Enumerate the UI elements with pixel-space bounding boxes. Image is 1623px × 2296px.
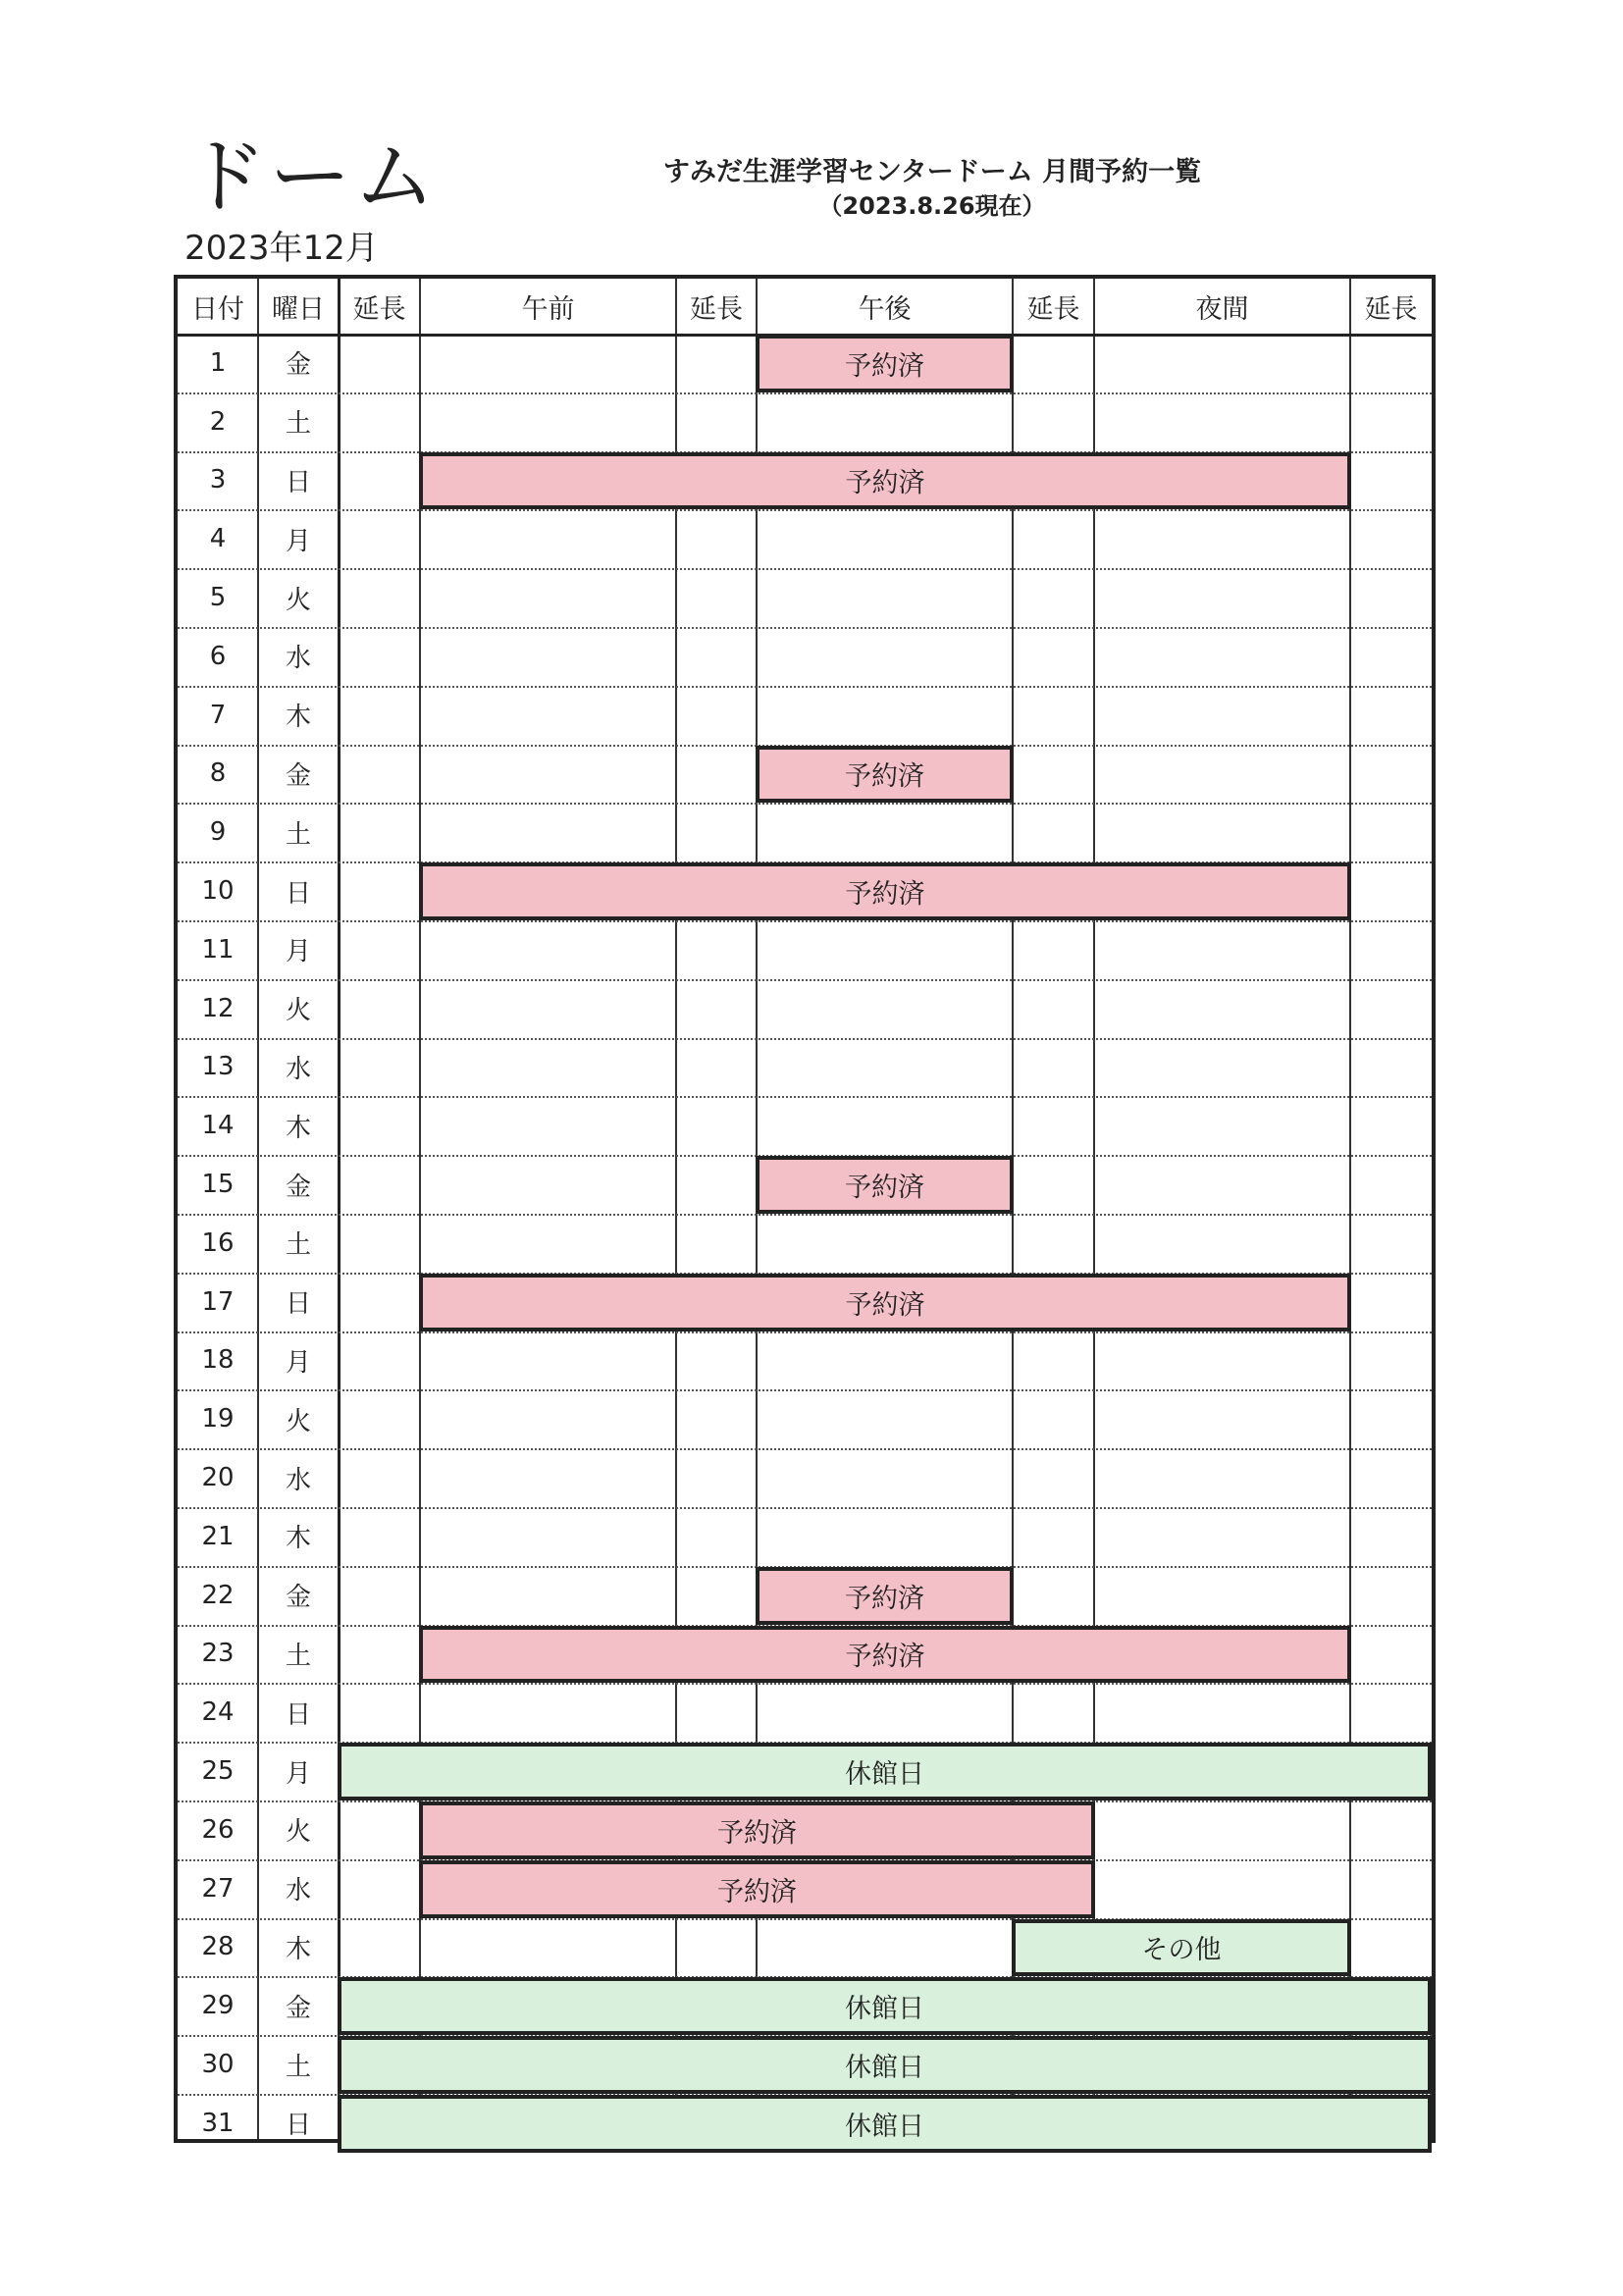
closed-day-block: 休館日: [338, 2036, 1432, 2094]
reserved-booking-block: 予約済: [756, 746, 1014, 804]
column-header: 延長: [690, 293, 743, 325]
day-cell: 26: [201, 1814, 235, 1845]
reservation-schedule-table: [174, 275, 1436, 2143]
column-header: 午前: [521, 293, 575, 325]
column-header: 延長: [1364, 293, 1418, 325]
reserved-booking-block: 予約済: [419, 1801, 1095, 1859]
day-cell: 9: [209, 817, 227, 848]
day-cell: 22: [201, 1580, 235, 1610]
row-divider: [178, 1096, 1432, 1098]
weekday-cell: 土: [285, 2052, 311, 2082]
weekday-cell: 土: [285, 409, 311, 440]
weekday-cell: 土: [285, 1641, 311, 1671]
row-divider: [178, 1214, 1432, 1216]
weekday-cell: 水: [285, 1465, 311, 1495]
day-cell: 31: [201, 2108, 235, 2138]
weekday-cell: 火: [285, 1406, 311, 1436]
day-cell: 7: [209, 700, 227, 730]
row-divider: [178, 979, 1432, 981]
day-cell: 19: [201, 1404, 235, 1435]
weekday-cell: 火: [285, 1817, 311, 1848]
day-cell: 17: [201, 1286, 235, 1317]
column-header: 延長: [352, 293, 406, 325]
weekday-cell: 水: [285, 1054, 311, 1084]
document-title: すみだ生涯学習センタードーム 月間予約一覧: [662, 157, 1202, 187]
weekday-cell: 土: [285, 1230, 311, 1261]
weekday-cell: 金: [285, 1993, 311, 2023]
day-cell: 20: [201, 1463, 235, 1493]
day-cell: 18: [201, 1345, 235, 1376]
weekday-cell: 水: [285, 1876, 311, 1906]
day-cell: 11: [201, 934, 235, 965]
weekday-cell: 金: [285, 350, 311, 381]
row-divider: [178, 627, 1432, 629]
weekday-cell: 木: [285, 1934, 311, 1964]
row-divider: [178, 803, 1432, 805]
reserved-booking-block: 予約済: [419, 1274, 1351, 1331]
weekday-cell: 月: [285, 526, 311, 556]
day-cell: 14: [201, 1111, 235, 1141]
day-cell: 4: [209, 524, 227, 554]
closed-day-block: 休館日: [338, 2095, 1432, 2153]
day-cell: 12: [201, 993, 235, 1023]
weekday-cell: 金: [285, 760, 311, 791]
row-divider: [178, 686, 1432, 688]
day-cell: 8: [209, 758, 227, 789]
day-cell: 6: [209, 641, 227, 671]
row-divider: [178, 1448, 1432, 1450]
document-subtitle: （2023.8.26現在）: [818, 192, 1046, 220]
day-cell: 3: [209, 465, 227, 496]
page-heading: ドーム: [184, 129, 439, 225]
day-cell: 28: [201, 1932, 235, 1962]
row-divider: [178, 1683, 1432, 1685]
day-cell: 5: [209, 583, 227, 613]
reserved-booking-block: 予約済: [419, 1626, 1351, 1684]
weekday-cell: 土: [285, 819, 311, 850]
reserved-booking-block: 予約済: [419, 1860, 1095, 1918]
row-divider: [178, 1331, 1432, 1333]
weekday-cell: 木: [285, 703, 311, 733]
day-cell: 29: [201, 1991, 235, 2021]
day-cell: 2: [209, 406, 227, 437]
closed-day-block: 休館日: [338, 1977, 1432, 2035]
column-header: 午後: [858, 293, 912, 325]
day-cell: 25: [201, 1756, 235, 1787]
row-divider: [178, 1389, 1432, 1391]
day-cell: 1: [209, 347, 227, 378]
other-booking-block: その他: [1012, 1919, 1351, 1977]
reserved-booking-block: 予約済: [419, 452, 1351, 510]
row-divider: [178, 1038, 1432, 1040]
weekday-cell: 日: [285, 1699, 311, 1730]
reserved-booking-block: 予約済: [756, 335, 1014, 392]
reserved-booking-block: 予約済: [419, 862, 1351, 920]
column-header: 夜間: [1195, 293, 1249, 325]
row-divider: [178, 509, 1432, 511]
day-cell: 30: [201, 2050, 235, 2080]
column-header: 曜日: [272, 293, 325, 325]
row-divider: [178, 1507, 1432, 1509]
day-cell: 27: [201, 1873, 235, 1904]
weekday-cell: 火: [285, 585, 311, 615]
day-cell: 23: [201, 1639, 235, 1669]
reserved-booking-block: 予約済: [756, 1567, 1014, 1625]
column-header: 延長: [1026, 293, 1080, 325]
weekday-cell: 金: [285, 1172, 311, 1202]
day-cell: 10: [201, 876, 235, 907]
day-cell: 13: [201, 1052, 235, 1082]
weekday-cell: 木: [285, 1113, 311, 1143]
weekday-cell: 月: [285, 937, 311, 967]
reserved-booking-block: 予約済: [756, 1156, 1014, 1214]
weekday-cell: 水: [285, 644, 311, 674]
weekday-cell: 月: [285, 1347, 311, 1378]
weekday-cell: 日: [285, 2111, 311, 2141]
weekday-cell: 日: [285, 878, 311, 909]
day-cell: 24: [201, 1697, 235, 1728]
column-header: 日付: [191, 293, 244, 325]
day-cell: 21: [201, 1521, 235, 1551]
weekday-cell: 金: [285, 1583, 311, 1613]
day-cell: 15: [201, 1170, 235, 1200]
weekday-cell: 火: [285, 996, 311, 1026]
weekday-cell: 月: [285, 1758, 311, 1789]
weekday-cell: 木: [285, 1524, 311, 1554]
row-divider: [178, 392, 1432, 394]
day-cell: 16: [201, 1227, 235, 1258]
row-divider: [178, 568, 1432, 570]
weekday-cell: 日: [285, 467, 311, 497]
weekday-cell: 日: [285, 1289, 311, 1320]
month-label: 2023年12月: [184, 229, 379, 268]
row-divider: [178, 920, 1432, 922]
closed-day-block: 休館日: [338, 1743, 1432, 1800]
